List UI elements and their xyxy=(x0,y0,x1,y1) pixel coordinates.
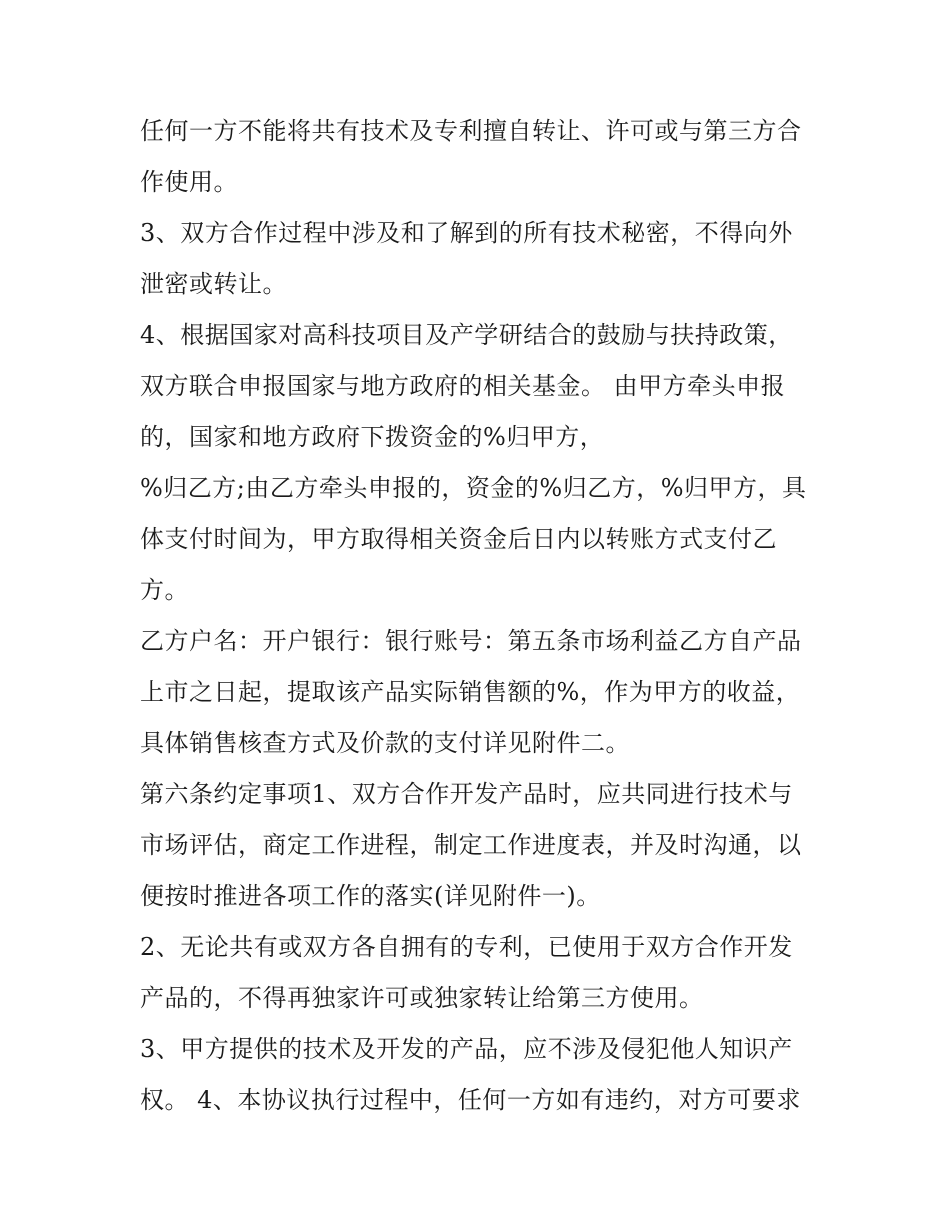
text-line: 乙方户名：开户银行：银行账号：第五条市场利益乙方自产品 xyxy=(140,627,802,655)
text-line: 3、甲方提供的技术及开发的产品，应不涉及侵犯他人知识产 xyxy=(140,1035,793,1063)
text-line: 的，国家和地方政府下拨资金的%归甲方， xyxy=(140,423,605,451)
text-line: 体支付时间为，甲方取得相关资金后日内以转账方式支付乙 xyxy=(140,525,777,553)
text-line: 任何一方不能将共有技术及专利擅自转让、许可或与第三方合 xyxy=(140,117,802,145)
text-line: 产品的，不得再独家许可或独家转让给第三方使用。 xyxy=(140,984,704,1012)
text-line: 市场评估，商定工作进程，制定工作进度表，并及时沟通，以 xyxy=(140,831,802,859)
text-line: 上市之日起，提取该产品实际销售额的%，作为甲方的收益， xyxy=(140,678,801,706)
text-line: 便按时推进各项工作的落实(详见附件一)。 xyxy=(140,882,601,910)
text-line: 方。 xyxy=(140,576,189,604)
text-line: 双方联合申报国家与地方政府的相关基金。 由甲方牵头申报 xyxy=(140,372,786,400)
document-body xyxy=(140,106,820,1126)
text-line: %归乙方;由乙方牵头申报的，资金的%归乙方，%归甲方，具 xyxy=(140,474,807,502)
text-line: 第六条约定事项1、双方合作开发产品时，应共同进行技术与 xyxy=(140,780,793,808)
text-line: 具体销售核查方式及价款的支付详见附件二。 xyxy=(140,729,630,757)
text-line: 3、双方合作过程中涉及和了解到的所有技术秘密，不得向外 xyxy=(140,219,793,247)
text-line: 4、根据国家对高科技项目及产学研结合的鼓励与扶持政策， xyxy=(140,321,793,349)
text-line: 权。 4、本协议执行过程中，任何一方如有违约，对方可要求 xyxy=(140,1086,801,1114)
text-line: 2、无论共有或双方各自拥有的专利，已使用于双方合作开发 xyxy=(140,933,793,961)
text-line: 作使用。 xyxy=(140,168,238,196)
text-line: 泄密或转让。 xyxy=(140,270,287,298)
